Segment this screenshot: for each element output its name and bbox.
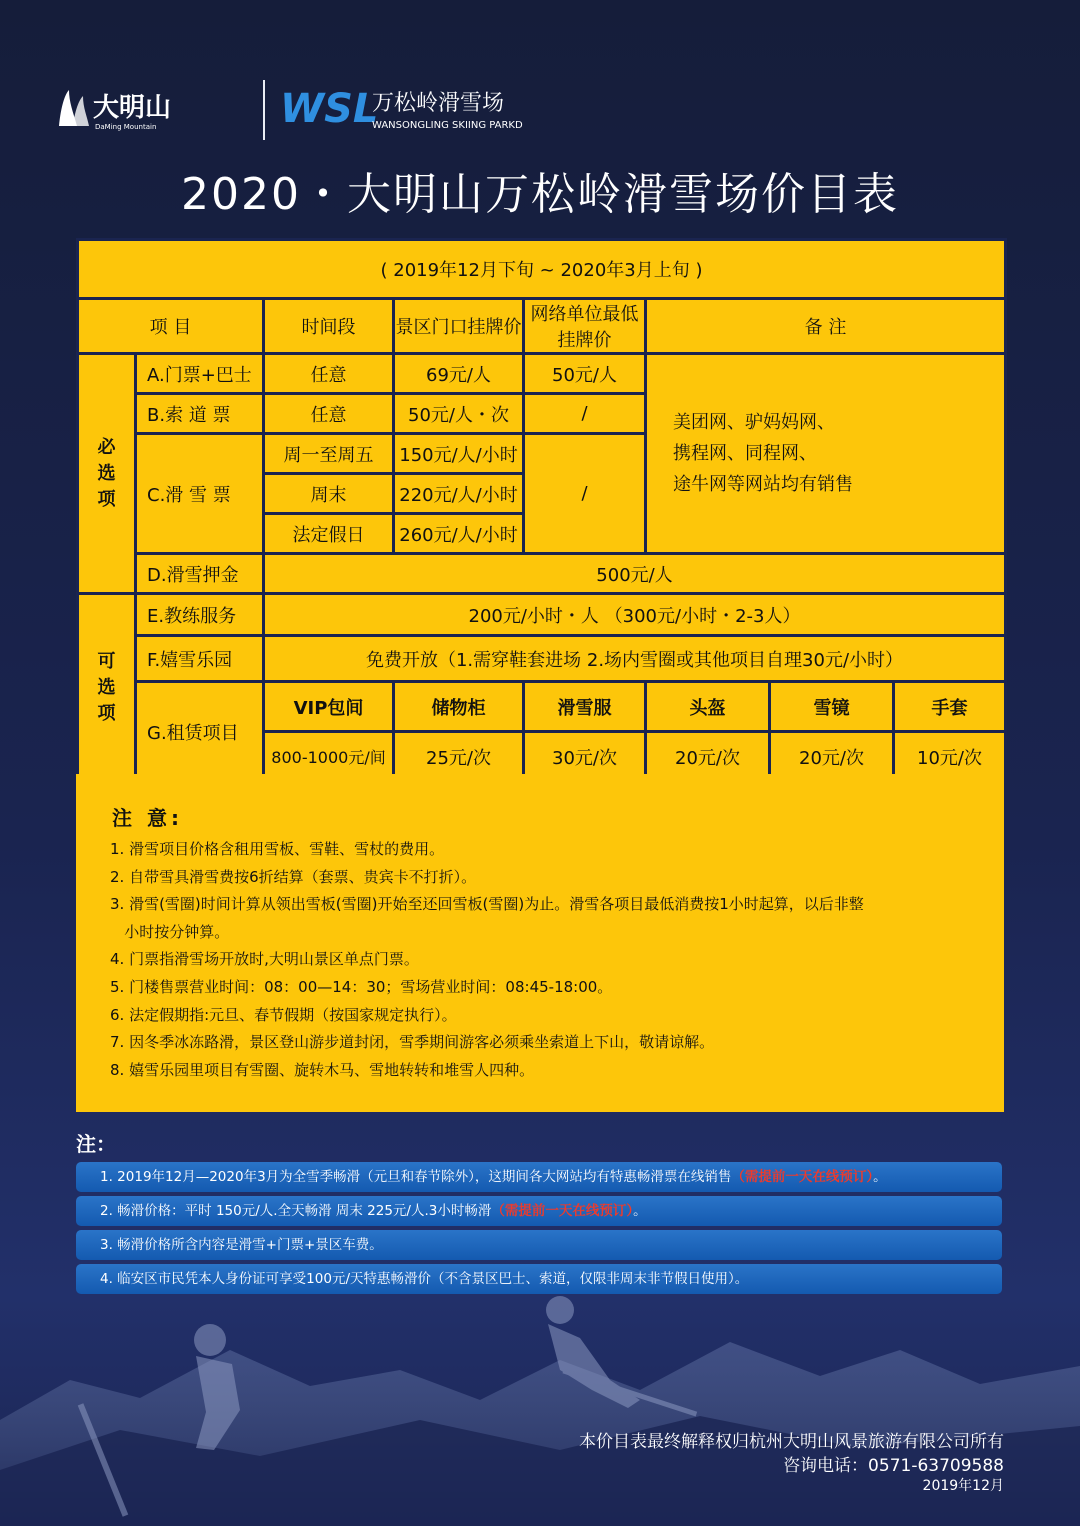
note-item: 小时按分钟算。 (110, 922, 230, 941)
logo-separator (263, 80, 265, 140)
wsl-en: WANSONGLING SKIING PARKD (372, 120, 523, 131)
header-online-price: 网络单位最低挂牌价 (524, 299, 646, 354)
rent-gloves-price: 10元/次 (894, 732, 1006, 782)
note-item: 7. 因冬季冰冻路滑，景区登山游步道封闭，雪季期间游客必须乘坐索道上下山，敬请谅解。 (110, 1033, 715, 1052)
item-a-name: A.门票+巴士 (136, 354, 264, 394)
notes-list (110, 836, 980, 1084)
wsl-logo (280, 86, 540, 136)
remark-line: 美团网、驴妈妈网、 (673, 412, 835, 433)
remark-line: 携程网、同程网、 (673, 443, 817, 464)
note-item: 8. 嬉雪乐园里项目有雪圈、旋转木马、雪地转转和堆雪人四种。 (110, 1060, 535, 1079)
item-c-gate-holiday: 260元/人/小时 (394, 514, 524, 554)
page-title: 2020・大明山万松岭滑雪场价目表 (181, 169, 899, 220)
item-a-gate: 69元/人 (394, 354, 524, 394)
item-c-time-weekend: 周末 (264, 474, 394, 514)
damingshan-logo (55, 86, 200, 132)
header-gate-price: 景区门口挂牌价 (394, 299, 524, 354)
rent-suit-name: 滑雪服 (524, 682, 646, 732)
notes-panel (76, 774, 1004, 1112)
logo-row (55, 78, 523, 144)
group-label-optional: 可 选 项 (97, 650, 116, 724)
item-f-value: 免费开放（1.需穿鞋套进场 2.场内雪圈或其他项目自理30元/小时） (264, 636, 1006, 682)
remark-line: 途牛网等网站均有销售 (673, 474, 853, 495)
rent-helmet-name: 头盔 (646, 682, 770, 732)
extra-note-tail: 。 (873, 1169, 887, 1185)
rent-locker-price: 25元/次 (394, 732, 524, 782)
mountain-skier-illustration (0, 1280, 1080, 1526)
item-c-name: C.滑 雪 票 (136, 434, 264, 554)
notes-title: 注 意: (112, 806, 183, 830)
item-c-gate-weekday: 150元/人/小时 (394, 434, 524, 474)
extra-note-bar (76, 1162, 1002, 1192)
header-time: 时间段 (264, 299, 394, 354)
item-f-name: F.嬉雪乐园 (136, 636, 264, 682)
item-d-name: D.滑雪押金 (136, 554, 264, 594)
extra-note-highlight: （需提前一天在线预订） (731, 1169, 874, 1185)
item-b-gate: 50元/人・次 (394, 394, 524, 434)
extra-note-tail: 。 (633, 1203, 647, 1219)
item-c-time-holiday: 法定假日 (264, 514, 394, 554)
extra-note-text: 3. 畅滑价格所含内容是滑雪+门票+景区车费。 (100, 1237, 383, 1253)
dms-text: 大明山 (93, 93, 172, 123)
note-item: 3. 滑雪(雪圈)时间计算从领出雪板(雪圈)开始至还回雪板(雪圈)为止。滑雪各项目最低消费按1小时起算，以后非整 (110, 895, 864, 914)
extra-note-text: 2. 畅滑价格：平时 150元/人.全天畅滑 周末 225元/人.3小时畅滑 (100, 1203, 492, 1219)
item-g-name: G.租赁项目 (136, 682, 264, 782)
issue-date: 2019年12月 (922, 1478, 1004, 1494)
copyright-notice: 本价目表最终解释权归杭州大明山风景旅游有限公司所有 (579, 1432, 1004, 1452)
rent-goggles-price: 20元/次 (770, 732, 894, 782)
extra-note-bar (76, 1230, 1002, 1260)
note-item: 5. 门楼售票营业时间：08：00—14：30；雪场营业时间：08:45-18:00。 (110, 977, 613, 996)
item-a-time: 任意 (264, 354, 394, 394)
header-remark: 备 注 (646, 299, 1006, 354)
remark-cell (646, 354, 1006, 554)
rent-vip-price: 800-1000元/间 (264, 732, 394, 782)
extra-notes-title: 注： (76, 1132, 116, 1156)
header-item: 项 目 (78, 299, 264, 354)
item-c-online: / (524, 434, 646, 554)
contact-phone: 咨询电话：0571-63709588 (783, 1456, 1004, 1476)
item-b-online: / (524, 394, 646, 434)
item-b-time: 任意 (264, 394, 394, 434)
rent-locker-name: 储物柜 (394, 682, 524, 732)
item-b-name: B.索 道 票 (136, 394, 264, 434)
group-required (78, 354, 136, 594)
rent-suit-price: 30元/次 (524, 732, 646, 782)
note-item: 1. 滑雪项目价格含租用雪板、雪鞋、雪杖的费用。 (110, 840, 445, 858)
extra-note-bar (76, 1196, 1002, 1226)
rent-goggles-name: 雪镜 (770, 682, 894, 732)
note-item: 2. 自带雪具滑雪费按6折结算（套票、贵宾卡不打折）。 (110, 867, 477, 886)
period-range: ( 2019年12月下旬 ~ 2020年3月上旬 ) (78, 240, 1006, 299)
item-c-time-weekday: 周一至周五 (264, 434, 394, 474)
dms-sub: DaMing Mountain (95, 123, 157, 131)
item-e-name: E.教练服务 (136, 594, 264, 636)
group-optional (78, 594, 136, 782)
wsl-cn: 万松岭滑雪场 (372, 91, 505, 116)
note-item: 4. 门票指滑雪场开放时,大明山景区单点门票。 (110, 950, 419, 969)
extra-note-text: 4. 临安区市民凭本人身份证可享受100元/天特惠畅滑价（不含景区巴士、索道，仅限非周末非节假日使用）。 (100, 1271, 749, 1287)
price-table (76, 238, 1007, 783)
extra-note-highlight: （需提前一天在线预订） (491, 1203, 634, 1219)
item-d-value: 500元/人 (264, 554, 1006, 594)
item-a-online: 50元/人 (524, 354, 646, 394)
rent-gloves-name: 手套 (894, 682, 1006, 732)
group-label-required: 必 选 项 (97, 436, 116, 510)
rent-helmet-price: 20元/次 (646, 732, 770, 782)
item-c-gate-weekend: 220元/人/小时 (394, 474, 524, 514)
item-e-value: 200元/小时・人 （300元/小时・2-3人） (264, 594, 1006, 636)
extra-note-text: 1. 2019年12月—2020年3月为全雪季畅滑（元旦和春节除外），这期间各大网站均有特惠畅滑票在线销售 (100, 1169, 732, 1185)
note-item: 6. 法定假期指:元旦、春节假期（按国家规定执行）。 (110, 1005, 457, 1024)
rent-vip-name: VIP包间 (264, 682, 394, 732)
wsl-mark: WSL (280, 86, 379, 132)
